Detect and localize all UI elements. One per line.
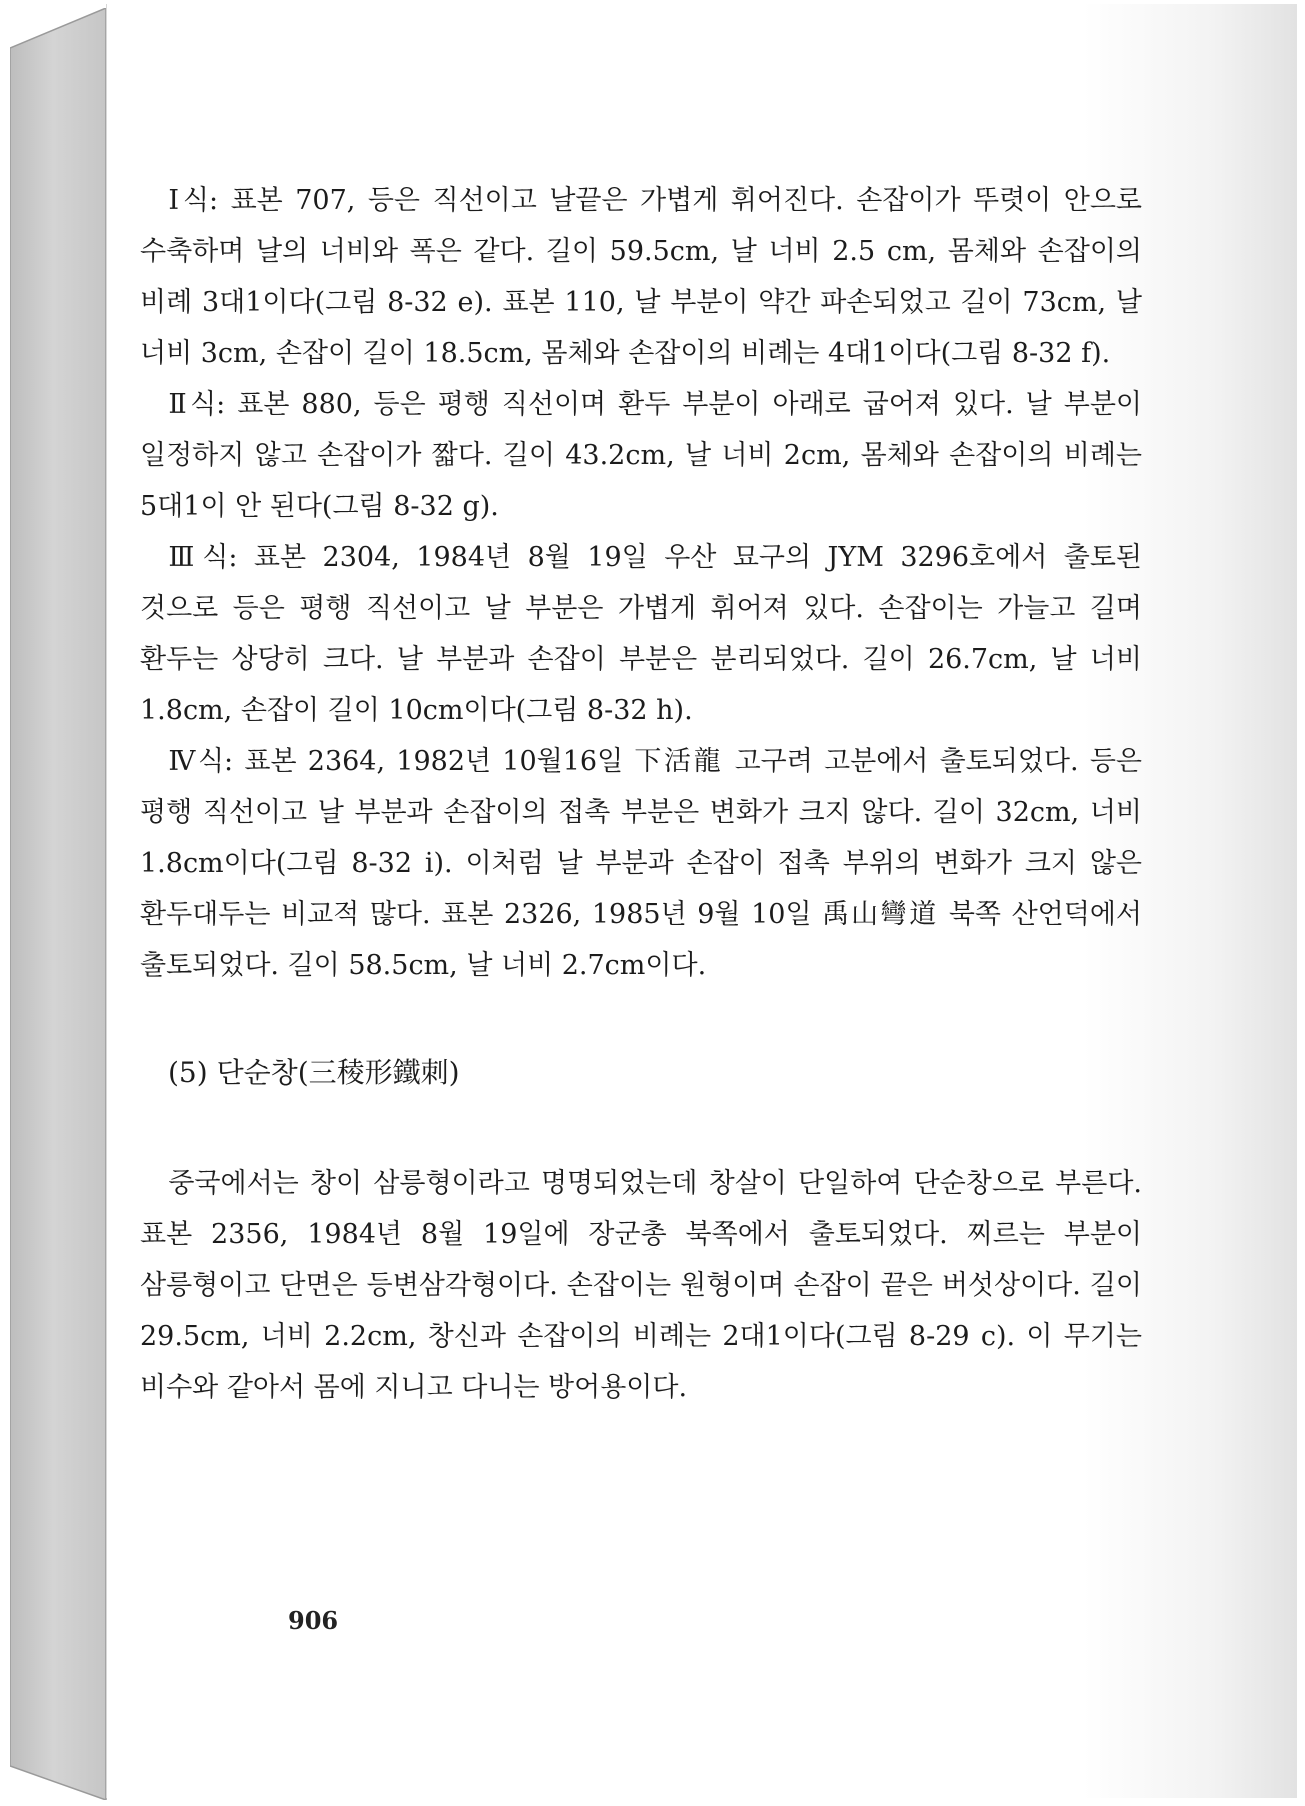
paragraph-spear: 중국에서는 창이 삼릉형이라고 명명되었는데 창살이 단일하여 단순창으로 부른다. 표본 2356, 1984년 8월 19일에 장군총 북쪽에서 출토되었다. 찌르는 부분이 삼릉형이고 단면은 등변삼각형이다. 손잡이는 원형이며 손잡이 끝은 버섯상이다. 길이 29.5cm, 너비 2.2cm, 창신과 손잡이의 비례는 2대1이다(그림 8-29 c). 이 무기는 비수와 같아서 몸에 지니고 다니는 방어용이다. xyxy=(140,1168,1142,1403)
book-spine xyxy=(10,8,108,1800)
paragraph-type-3: Ⅲ식: 표본 2304, 1984년 8월 19일 우산 묘구의 JYM 3296호에서 출토된 것으로 등은 평행 직선이고 날 부분은 가볍게 휘어져 있다. 손잡이는 가늘고 길며 환두는 상당히 크다. 날 부분과 손잡이 부분은 분리되었다. 길이 26.7cm, 날 너비 1.8cm, 손잡이 길이 10cm이다(그림 8-32 h). xyxy=(140,542,1142,726)
paragraph-type-4: Ⅳ식: 표본 2364, 1982년 10월16일 下活龍 고구려 고분에서 출토되었다. 등은 평행 직선이고 날 부분과 손잡이의 접촉 부분은 변화가 크지 않다. 길이 32cm, 너비 1.8cm이다(그림 8-32 i). 이처럼 날 부분과 손잡이 접촉 부위의 변화가 크지 않은 환두대두는 비교적 많다. 표본 2326, 1985년 9월 10일 禹山彎道 북쪽 산언덕에서 출토되었다. 길이 58.5cm, 날 너비 2.7cm이다. xyxy=(140,746,1142,981)
paragraph-type-2: Ⅱ식: 표본 880, 등은 평행 직선이며 환두 부분이 아래로 굽어져 있다. 날 부분이 일정하지 않고 손잡이가 짧다. 길이 43.2cm, 날 너비 2cm, 몸체와 손잡이의 비례는 5대1이 안 된다(그림 8-32 g). xyxy=(140,389,1142,522)
section-heading: (5) 단순창(三稜形鐵刺) xyxy=(168,1056,460,1089)
page-text xyxy=(140,175,1142,1413)
paragraph-type-1: Ⅰ식: 표본 707, 등은 직선이고 날끝은 가볍게 휘어진다. 손잡이가 뚜렷이 안으로 수축하며 날의 너비와 폭은 같다. 길이 59.5cm, 날 너비 2.5 cm, 몸체와 손잡이의 비례 3대1이다(그림 8-32 e). 표본 110, 날 부분이 약간 파손되었고 길이 73cm, 날 너비 3cm, 손잡이 길이 18.5cm, 몸체와 손잡이의 비례는 4대1이다(그림 8-32 f). xyxy=(140,185,1142,369)
page-number: 906 xyxy=(288,1606,339,1635)
